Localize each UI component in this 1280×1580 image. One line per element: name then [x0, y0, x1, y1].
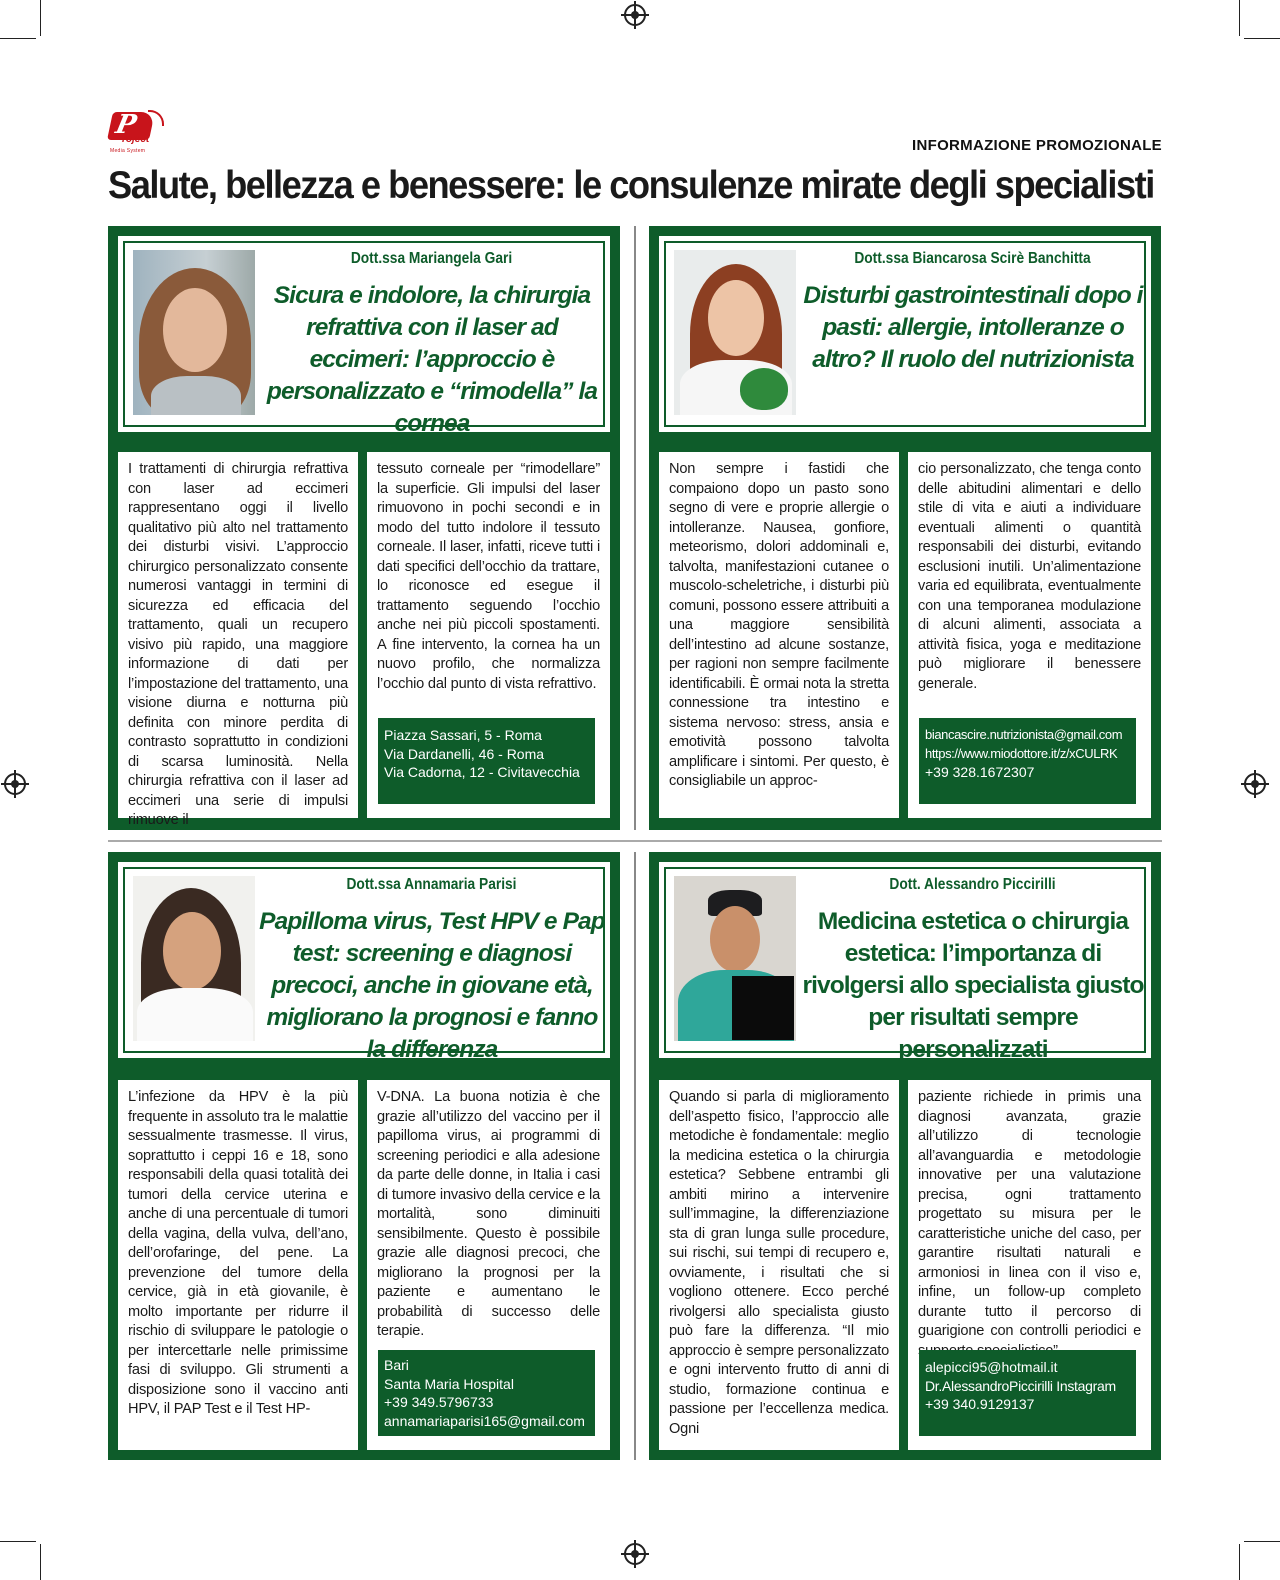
card-header — [659, 862, 1151, 1063]
contact-box — [919, 718, 1136, 804]
promo-label: INFORMAZIONE PROMOZIONALE — [912, 137, 1162, 154]
crop-mark — [1244, 1541, 1280, 1542]
registration-mark-icon — [4, 773, 26, 795]
article-text-col2: tessuto corneale per “rimodellare” la superficie. Gli impulsi del laser rimuovono in pochi secondi e in modo del tutto indolore il tessuto corneale. Il laser, infatti, riceve tutti i dati specifici dell’occhio da trattare, lo riconosce ed esegue il trattamento seguendo l’occhio anche nei più piccoli spostamenti. A fine intervento, la cornea ha un nuovo profilo, che normalizza l’occhio dal punto di vista refrattivo. — [367, 452, 610, 818]
crop-mark — [40, 1544, 41, 1580]
contact-box — [919, 1350, 1136, 1436]
registration-mark-icon — [624, 1543, 646, 1565]
doctor-photo — [674, 250, 796, 415]
doctor-name: Dott.ssa Annamaria Parisi — [346, 876, 517, 893]
doctor-name: Dott.ssa Biancarosa Scirè Banchitta — [854, 250, 1091, 267]
crop-mark — [40, 0, 41, 36]
logo-subtitle: Media System — [110, 148, 146, 154]
registration-mark-icon — [624, 4, 646, 26]
article-card-parisi — [108, 852, 620, 1460]
logo-word: roject — [122, 134, 150, 145]
doctor-photo — [133, 876, 255, 1041]
contact-line: Via Cadorna, 12 - Civitavecchia — [384, 764, 580, 780]
article-card-piccirilli — [649, 852, 1161, 1460]
article-text-col1: Quando si parla di miglioramento dell’aspetto fisico, l’approccio alle metodiche è fondamentale: meglio la medicina estetica o la chirurgia estetica? Sebbene entrambi gli ambiti mirino a intervenire sull’immagine, la differenziazione sta di gran lunga sulle procedure, sui rischi, sui tempi di recupero e, ovviamente, i risultati che si vogliono ottenere. Ecco perché rivolgersi allo specialista giusto può fare la differenza. “Il mio approccio è sempre personalizzato e ogni intervento frutto di anni di studio, formazione continua e passione per l’eccellenza medica. Ogni — [659, 1080, 899, 1450]
publisher-logo — [108, 108, 168, 156]
column-divider — [634, 226, 636, 830]
contact-line: Via Dardanelli, 46 - Roma — [384, 745, 545, 762]
contact-line: Piazza Sassari, 5 - Roma — [384, 727, 542, 743]
contact-url: https://www.miodottore.it/z/xCULRK — [925, 745, 1118, 761]
contact-phone: +39 349.5796733 — [384, 1394, 494, 1410]
crop-mark — [1239, 0, 1240, 36]
article-text-col1: L’infezione da HPV è la più frequente in assoluto tra le malattie sessualmente trasmesse. Il virus, soprattutto i ceppi 16 e 18, sono responsabili della quasi totalità dei tumori della cervice uterina e anche di una percentuale di tumori della vagina, della vulva, dell’ano, dell’orofaringe, del pene. La prevenzione del tumore della cervice, già in età giovanile, è molto importante per ridurre il rischio di sviluppare le patologie o per intercettarle nelle primissime fasi di sviluppo. Gli strumenti a disposizione sono il vaccino anti HPV, il PAP Test e il Test HP- — [118, 1080, 358, 1450]
article-text-col2: cio personalizzato, che tenga conto delle abitudini alimentari e dello stile di vita e aiuti a individuare eventuali alimenti o quantità responsabili dei disturbi, evitando esclusioni inutili. Un’alimentazione varia ed equilibrata, eventualmente con una temporanea modulazione di alcuni alimenti, associata a attività fisica, yoga e meditazione può migliorare il benessere generale. — [908, 452, 1151, 818]
article-title: Papilloma virus, Test HPV e Pap test: screening e diagnosi precoci, anche in giovane età, migliorano la prognosi e fanno la differenza — [259, 908, 605, 1063]
column-divider — [634, 852, 636, 1460]
contact-line: Santa Maria Hospital — [384, 1375, 514, 1392]
doctor-photo — [133, 250, 255, 415]
card-header — [118, 862, 610, 1063]
contact-box — [378, 1350, 595, 1436]
crop-mark — [0, 1541, 36, 1542]
card-header — [118, 236, 610, 437]
heart-leaf-icon — [740, 368, 788, 410]
contact-social: Dr.AlessandroPiccirilli Instagram — [925, 1377, 1116, 1394]
logo-wave-icon — [148, 110, 164, 126]
contact-phone: +39 328.1672307 — [925, 764, 1035, 780]
crop-mark — [1239, 1544, 1240, 1580]
doctor-photo — [674, 876, 796, 1041]
doctor-name: Dott. Alessandro Piccirilli — [889, 876, 1056, 893]
contact-email: annamariaparisi165@gmail.com — [384, 1412, 585, 1429]
contact-email: alepicci95@hotmail.it — [925, 1359, 1058, 1375]
article-text-col1: I trattamenti di chirurgia refrattiva con laser ad eccimeri rappresentano oggi il livello qualitativo più alto nel trattamento dei disturbi visivi. L’approccio chirurgico personalizzato consente numerosi vantaggi in termini di sicurezza ed efficacia del trattamento, quali un recupero visivo più rapido, una maggiore informazione di dati per l’impostazione del trattamento, una visione diurna e notturna più definita con minore perdita di contrasto soprattutto in condizioni di scarsa luminosità. Nella chirurgia refrattiva con il laser ad eccimeri una serie di impulsi rimuove il — [118, 452, 358, 818]
article-title: Sicura e indolore, la chirurgia refrattiva con il laser ad eccimeri: l’approccio è personalizzato e “rimodella” la cornea — [266, 282, 598, 437]
contact-email: biancascire.nutrizionista@gmail.com — [925, 727, 1123, 742]
contact-box — [378, 718, 595, 804]
article-text-col2: V-DNA. La buona notizia è che grazie all’utilizzo del vaccino per il papilloma virus, ai programmi di screening periodici e alla adesione da parte delle donne, in Italia i casi di tumore invasivo della cervice e la mortalità, sono diminuiti sensibilmente. Questo è possibile grazie alle diagnosi precoci, che migliorano la prognosi per la paziente e aumentano le probabilità di successo delle terapie. — [367, 1080, 610, 1450]
article-text-col2: paziente richiede in primis una diagnosi avanzata, grazie all’utilizzo di tecnologie all’avanguardia e metodologie innovative per una valutazione precisa, ogni trattamento progettato su misura per le caratteristiche uniche del caso, per garantire risultati naturali e armoniosi in linea con il viso e, infine, un follow-up completo durante tutto il percorso di guarigione con controlli periodici e — [908, 1080, 1151, 1450]
contact-line: Bari — [384, 1357, 409, 1373]
article-card-gari — [108, 226, 620, 830]
doctor-name: Dott.ssa Mariangela Gari — [350, 250, 513, 267]
monogram-logo — [732, 976, 794, 1040]
contact-phone: +39 340.9129137 — [925, 1396, 1035, 1412]
crop-mark — [1244, 38, 1280, 39]
article-title: Medicina estetica o chirurgia estetica: l’importanza di rivolgersi allo specialista giusto per risultati sempre personalizzati — [802, 908, 1144, 1063]
row-divider — [108, 840, 1162, 842]
crop-mark — [0, 38, 36, 39]
article-title: Disturbi gastrointestinali dopo i pasti: allergie, intolleranze o altro? Il ruolo del nutrizionista — [803, 282, 1143, 373]
article-card-scire-banchitta — [649, 226, 1161, 830]
page-headline: Salute, bellezza e benessere: le consulenze mirate degli specialisti — [108, 164, 1154, 207]
card-header — [659, 236, 1151, 432]
article-text-col1: Non sempre i fastidi che compaiono dopo un pasto sono segno di vere e proprie allergie o intolleranze. Nausea, gonfiore, meteorismo, dolori addominali e, talvolta, manifestazioni cutanee o muscolo-scheletriche, i disturbi più comuni, possono essere attribuiti a una maggiore sensibilità dell’intestino ad alcune sostanze, per ragioni non sempre facilmente identificabili. È ormai nota la stretta connessione tra intestino e sistema nervoso: stress, ansia e emotività possono talvolta amplificare i sintomi. Per questo, è consigliabile un approc- — [659, 452, 899, 818]
registration-mark-icon — [1244, 773, 1266, 795]
